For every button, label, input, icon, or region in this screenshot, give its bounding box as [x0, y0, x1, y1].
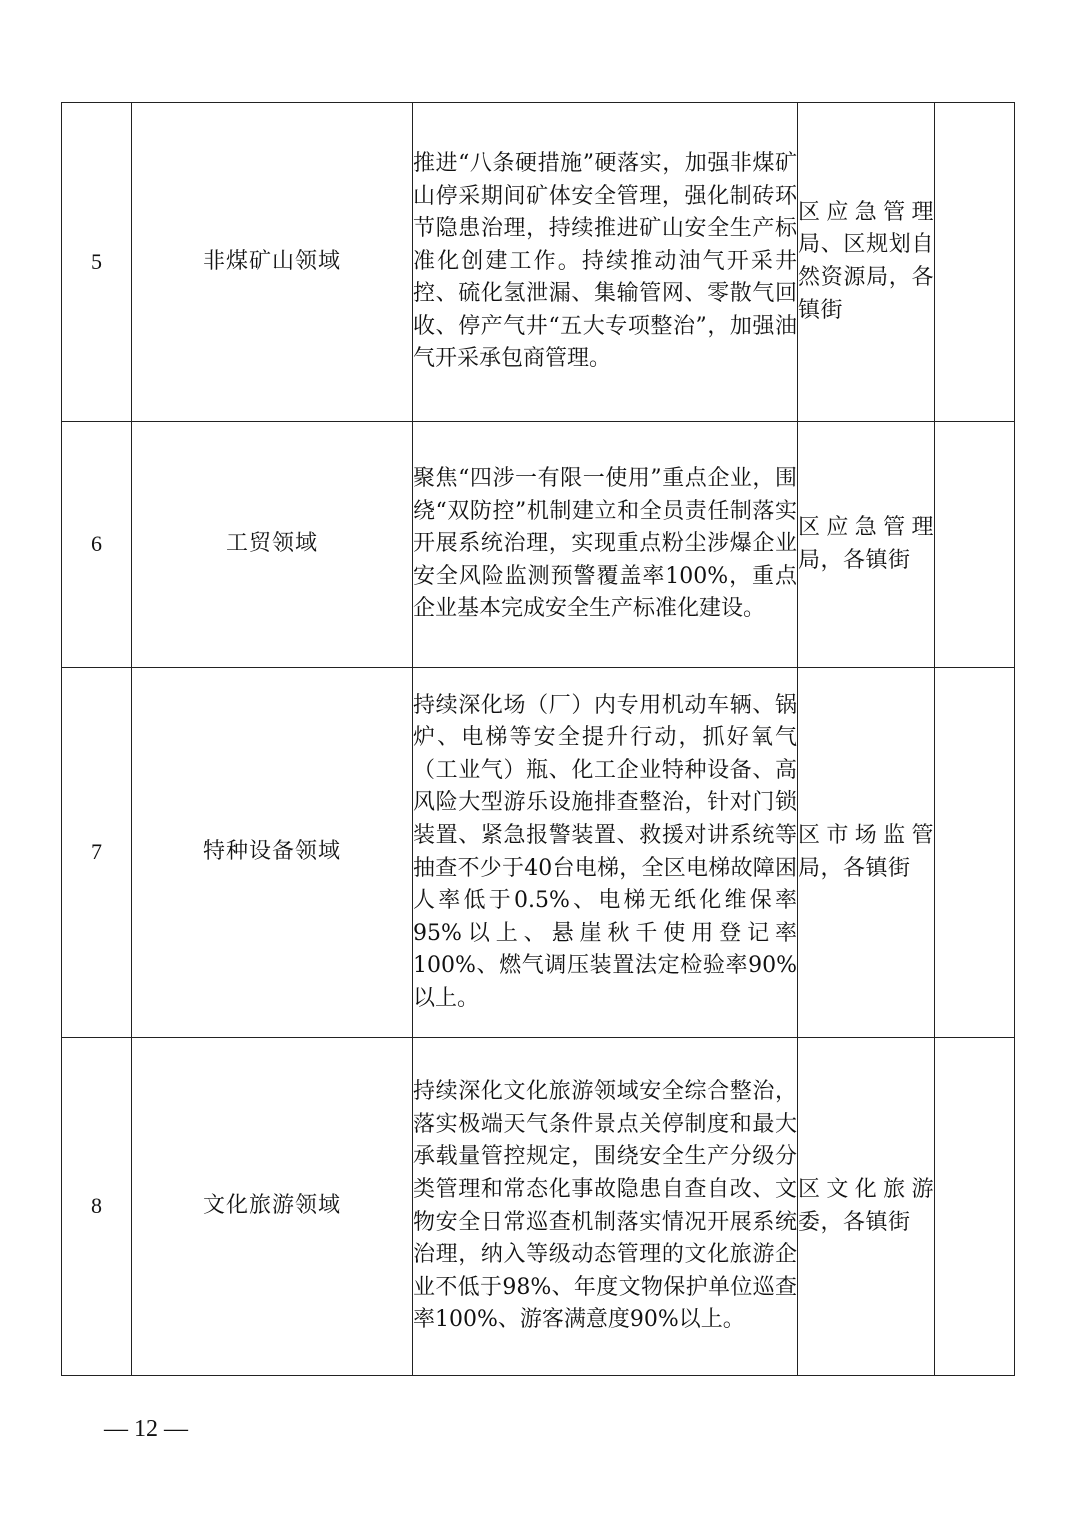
row-number: 6	[62, 422, 132, 668]
table-row	[62, 668, 1015, 1038]
field-name: 非煤矿山领域	[132, 103, 413, 422]
remarks-cell	[935, 1038, 1015, 1376]
field-name: 文化旅游领域	[132, 1038, 413, 1376]
responsible-department: 区市场监管局，各镇街	[798, 668, 935, 1038]
remarks-cell	[935, 103, 1015, 422]
row-number: 8	[62, 1038, 132, 1376]
table-row	[62, 1038, 1015, 1376]
task-description: 持续深化文化旅游领域安全综合整治，落实极端天气条件景点关停制度和最大承载量管控规定，围绕安全生产分级分类管理和常态化事故隐患自查自改、文物安全日常巡查机制落实情况开展系统治理，纳入等级动态管理的文化旅游企业不低于98%、年度文物保护单位巡查率100%、游客满意度90%以上。	[413, 1038, 798, 1376]
task-description: 推进“八条硬措施”硬落实，加强非煤矿山停采期间矿体安全管理，强化制砖环节隐患治理，持续推进矿山安全生产标准化创建工作。持续推动油气开采井控、硫化氢泄漏、集输管网、零散气回收、停产气井“五大专项整治”，加强油气开采承包商管理。	[413, 103, 798, 422]
responsible-department: 区文化旅游委，各镇街	[798, 1038, 935, 1376]
page-number: — 12 —	[104, 1416, 188, 1442]
rectification-task-table	[61, 102, 1015, 1376]
remarks-cell	[935, 668, 1015, 1038]
field-name: 特种设备领域	[132, 668, 413, 1038]
responsible-department: 区应急管理局，各镇街	[798, 422, 935, 668]
table-row	[62, 103, 1015, 422]
task-description: 持续深化场（厂）内专用机动车辆、锅炉、电梯等安全提升行动，抓好氧气（工业气）瓶、化工企业特种设备、高风险大型游乐设施排查整治，针对门锁装置、紧急报警装置、救援对讲系统等抽查不少于40台电梯，全区电梯故障困人率低于0.5%、电梯无纸化维保率95%以上、悬崖秋千使用登记率100%、燃气调压装置法定检验率90%以上。	[413, 668, 798, 1038]
field-name: 工贸领域	[132, 422, 413, 668]
task-description: 聚焦“四涉一有限一使用”重点企业，围绕“双防控”机制建立和全员责任制落实开展系统治理，实现重点粉尘涉爆企业安全风险监测预警覆盖率100%，重点企业基本完成安全生产标准化建设。	[413, 422, 798, 668]
responsible-department: 区应急管理局、区规划自然资源局，各镇街	[798, 103, 935, 422]
remarks-cell	[935, 422, 1015, 668]
table-row	[62, 422, 1015, 668]
row-number: 7	[62, 668, 132, 1038]
row-number: 5	[62, 103, 132, 422]
